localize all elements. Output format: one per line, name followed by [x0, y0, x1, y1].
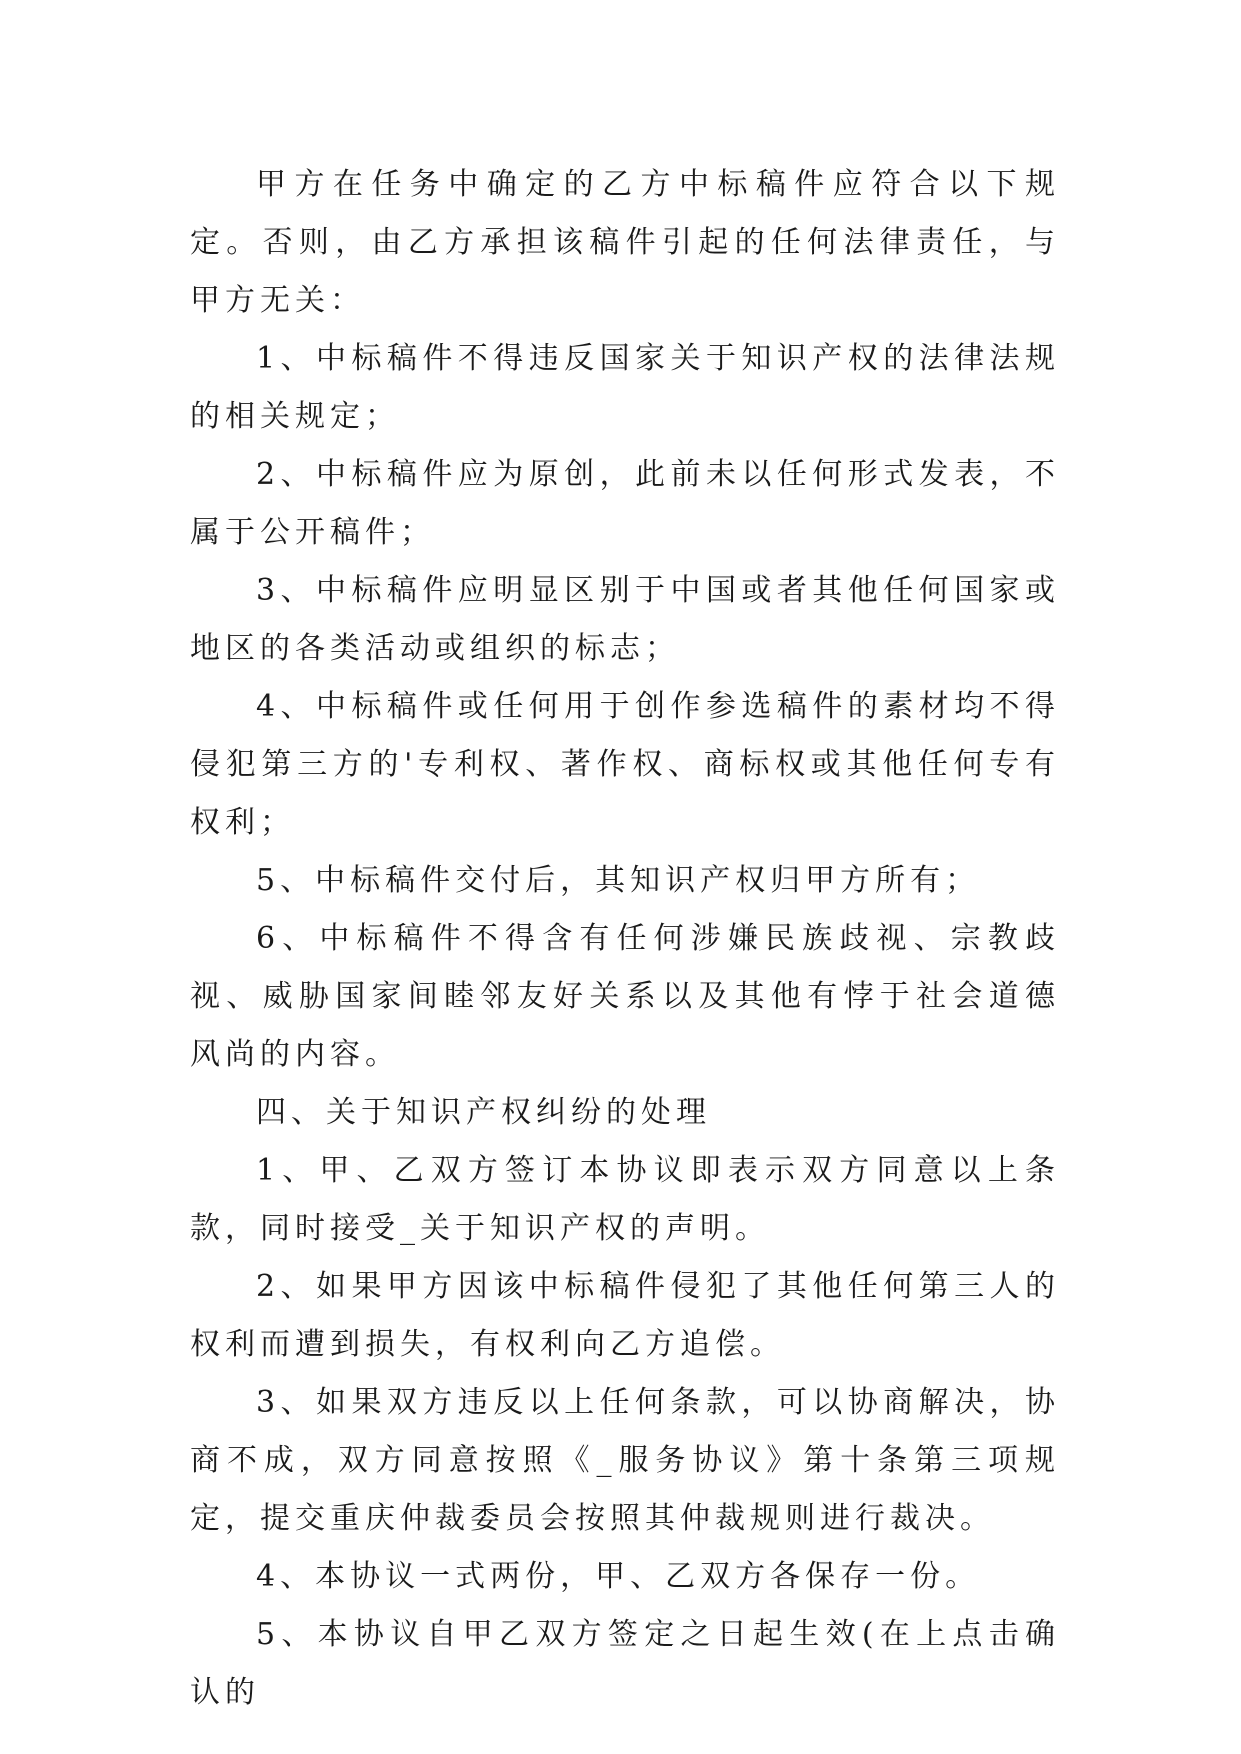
paragraph-item-5: 5、中标稿件交付后，其知识产权归甲方所有；	[256, 863, 981, 898]
paragraph-item-6: 6、中标稿件不得含有任何涉嫌民族歧视、宗教歧视、威胁国家间睦邻友好关系以及其他有悖于社会道德风尚的内容。	[190, 921, 1060, 1072]
paragraph-dispute-5: 5、本协议自甲乙双方签定之日起生效(在上点击确认的	[190, 1617, 1060, 1710]
paragraph-dispute-4: 4、本协议一式两份，甲、乙双方各保存一份。	[256, 1559, 981, 1594]
paragraph-item-2: 2、中标稿件应为原创，此前未以任何形式发表，不属于公开稿件；	[190, 457, 1060, 550]
paragraph-item-3: 3、中标稿件应明显区别于中国或者其他任何国家或地区的各类活动或组织的标志；	[190, 573, 1060, 666]
section-heading: 四、关于知识产权纠纷的处理	[256, 1095, 711, 1130]
paragraph-dispute-3: 3、如果双方违反以上任何条款，可以协商解决，协商不成，双方同意按照《_服务协议》第十条第三项规定，提交重庆仲裁委员会按照其仲裁规则进行裁决。	[190, 1385, 1060, 1536]
paragraph-intro: 甲方在任务中确定的乙方中标稿件应符合以下规定。否则，由乙方承担该稿件引起的任何法律责任，与甲方无关：	[190, 167, 1060, 318]
paragraph-dispute-1: 1、甲、乙双方签订本协议即表示双方同意以上条款，同时接受_关于知识产权的声明。	[190, 1153, 1060, 1246]
paragraph-dispute-2: 2、如果甲方因该中标稿件侵犯了其他任何第三人的权利而遭到损失，有权利向乙方追偿。	[190, 1269, 1060, 1362]
paragraph-item-4: 4、中标稿件或任何用于创作参选稿件的素材均不得侵犯第三方的'专利权、著作权、商标权或其他任何专有权利；	[190, 689, 1060, 840]
document-body	[190, 156, 1060, 1722]
paragraph-item-1: 1、中标稿件不得违反国家关于知识产权的法律法规的相关规定；	[190, 341, 1060, 434]
